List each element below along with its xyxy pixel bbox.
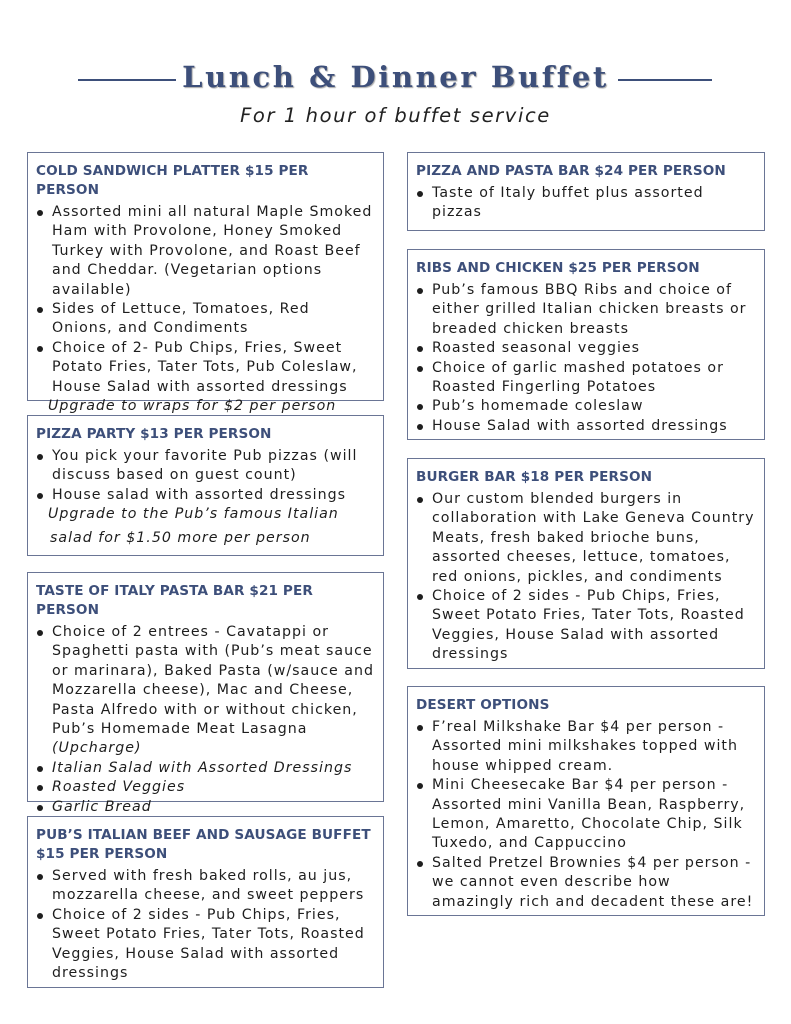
- pizza-party-title: PIZZA PARTY $13 PER PERSON: [36, 426, 272, 442]
- taste-of-italy-list: [36, 623, 375, 817]
- page-subtitle: For 1 hour of buffet service: [240, 104, 551, 127]
- list-item: Our custom blended burgers in collaboration with Lake Geneva Country Meats, fresh baked brioche buns, assorted cheeses, lettuce, tomatoes, red onions, pickles, and condiments: [416, 490, 756, 587]
- desert-options-title: DESERT OPTIONS: [416, 697, 550, 713]
- list-item: Choice of 2- Pub Chips, Fries, Sweet Potato Fries, Tater Tots, Pub Coleslaw, House Salad with assorted dressings: [36, 339, 375, 397]
- desert-options-box: [407, 686, 765, 916]
- upcharge-label: (Upcharge): [52, 740, 142, 757]
- list-item: Mini Cheesecake Bar $4 per person - Assorted mini Vanilla Bean, Raspberry, Lemon, Amaretto, Chocolate Chip, Silk Tuxedo, and Cappuccino: [416, 776, 756, 854]
- cold-sandwich-title: COLD SANDWICH PLATTER $15 PER PERSON: [36, 163, 309, 198]
- list-item: Sides of Lettuce, Tomatoes, Red Onions, and Condiments: [36, 300, 375, 339]
- list-item: Pub’s homemade coleslaw: [416, 397, 756, 416]
- ribs-chicken-title: RIBS AND CHICKEN $25 PER PERSON: [416, 260, 700, 276]
- list-item: Choice of garlic mashed potatoes or Roasted Fingerling Potatoes: [416, 359, 756, 398]
- ribs-chicken-list: [416, 281, 756, 436]
- list-item: Choice of 2 sides - Pub Chips, Fries, Sweet Potato Fries, Tater Tots, Roasted Veggies, House Salad with assorted dressings: [36, 906, 375, 984]
- list-item: Italian Salad with Assorted Dressings: [36, 759, 375, 778]
- list-item: Roasted Veggies: [36, 778, 375, 797]
- list-item: House salad with assorted dressings: [36, 486, 375, 505]
- list-item: Salted Pretzel Brownies $4 per person - we cannot even describe how amazingly rich and decadent these are!: [416, 854, 756, 912]
- italian-beef-list: [36, 867, 375, 983]
- italian-beef-title: PUB’S ITALIAN BEEF AND SAUSAGE BUFFET $15 PER PERSON: [36, 827, 371, 862]
- list-item: Choice of 2 sides - Pub Chips, Fries, Sweet Potato Fries, Tater Tots, Roasted Veggies, House Salad with assorted dressings: [416, 587, 756, 665]
- pizza-party-upgrade-note-line2: salad for $1.50 more per person: [50, 529, 311, 546]
- list-item: [36, 623, 375, 759]
- pizza-pasta-bar-box: [407, 152, 765, 231]
- list-item: House Salad with assorted dressings: [416, 417, 756, 436]
- pizza-party-upgrade-note-line1: Upgrade to the Pub’s famous Italian: [48, 506, 339, 523]
- ribs-chicken-box: [407, 249, 765, 440]
- list-item-text: Choice of 2 entrees - Cavatappi or Spaghetti pasta with (Pub’s meat sauce or marinara), Baked Pasta (w/sauce and Mozzarella cheese), Mac and Cheese, Pasta Alfredo with or without chicken, Pub’s Homemade Meat Lasagna: [52, 624, 374, 738]
- page-title: Lunch & Dinner Buffet: [182, 60, 609, 94]
- list-item: Assorted mini all natural Maple Smoked Ham with Provolone, Honey Smoked Turkey with Provolone, and Roast Beef and Cheddar. (Vegetarian options available): [36, 203, 375, 300]
- cold-sandwich-list: [36, 203, 375, 397]
- desert-options-list: [416, 718, 756, 912]
- list-item: Pub’s famous BBQ Ribs and choice of either grilled Italian chicken breasts or breaded chicken breasts: [416, 281, 756, 339]
- list-item: Taste of Italy buffet plus assorted pizzas: [416, 184, 756, 223]
- list-item: You pick your favorite Pub pizzas (will discuss based on guest count): [36, 447, 375, 486]
- list-item: Roasted seasonal veggies: [416, 339, 756, 358]
- list-item: F’real Milkshake Bar $4 per person - Assorted mini milkshakes topped with house whipped cream.: [416, 718, 756, 776]
- taste-of-italy-title: TASTE OF ITALY PASTA BAR $21 PER PERSON: [36, 583, 313, 618]
- burger-bar-box: [407, 458, 765, 669]
- italian-beef-box: [27, 816, 384, 988]
- burger-bar-list: [416, 490, 756, 665]
- cold-sandwich-upgrade-note: Upgrade to wraps for $2 per person: [48, 398, 337, 415]
- cold-sandwich-platter-box: [27, 152, 384, 415]
- list-item: Served with fresh baked rolls, au jus, mozzarella cheese, and sweet peppers: [36, 867, 375, 906]
- pizza-party-box: [27, 415, 384, 556]
- pizza-pasta-title: PIZZA AND PASTA BAR $24 PER PERSON: [416, 163, 726, 179]
- burger-bar-title: BURGER BAR $18 PER PERSON: [416, 469, 653, 485]
- list-item: Garlic Bread: [36, 798, 375, 817]
- taste-of-italy-box: [27, 572, 384, 815]
- pizza-party-list: [36, 447, 375, 505]
- pizza-pasta-list: [416, 184, 756, 223]
